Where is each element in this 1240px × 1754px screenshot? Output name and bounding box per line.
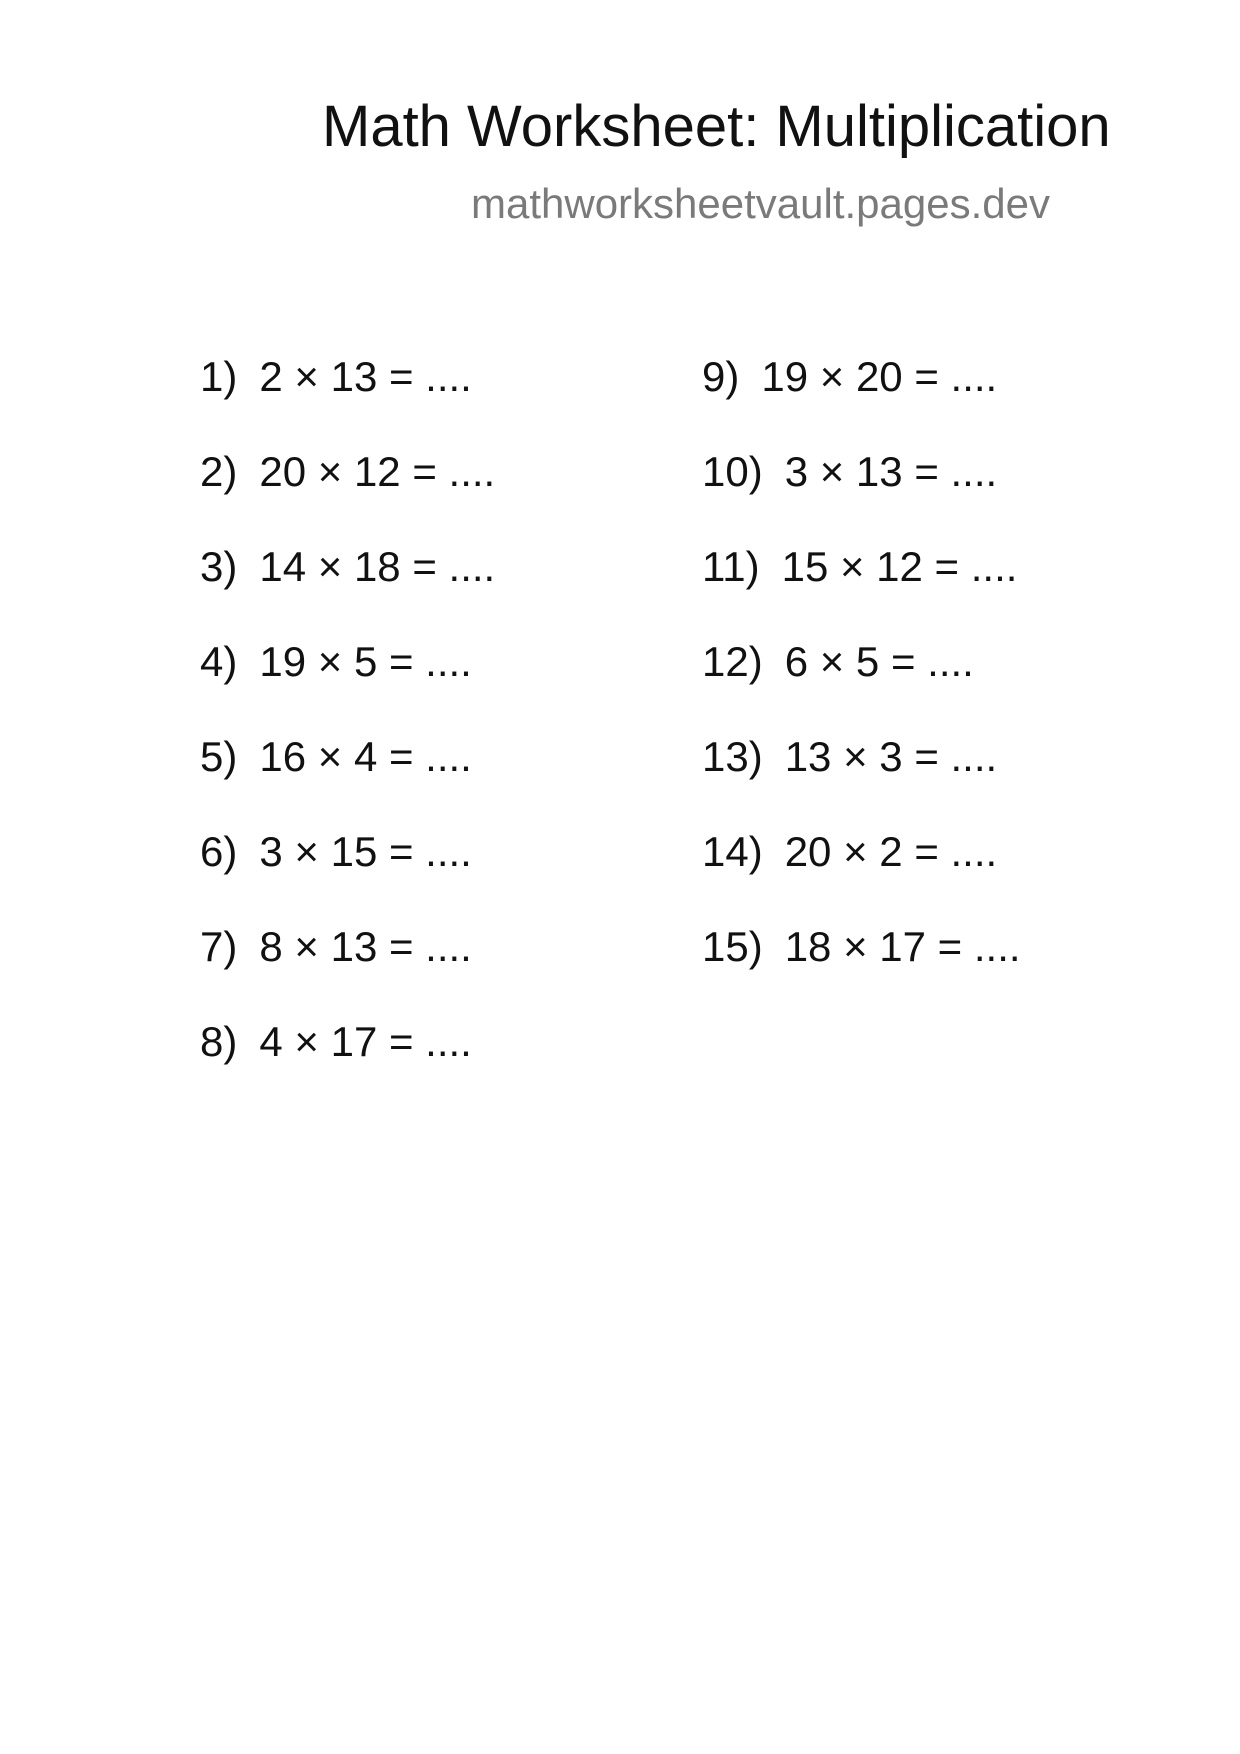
problem-expression: 6 × 5 = ....	[784, 638, 974, 685]
problem-item	[200, 1018, 495, 1113]
problem-item	[200, 353, 495, 448]
problem-number: 15)	[702, 923, 763, 970]
problem-expression: 20 × 2 = ....	[784, 828, 998, 875]
problem-expression: 18 × 17 = ....	[784, 923, 1021, 970]
problem-item	[200, 543, 495, 638]
problem-item	[200, 828, 495, 923]
problem-expression: 13 × 3 = ....	[784, 733, 998, 780]
problem-number: 9)	[702, 353, 740, 400]
problem-expression: 2 × 13 = ....	[259, 353, 472, 400]
problem-number: 11)	[702, 543, 760, 590]
problems-column-right	[702, 353, 1021, 1018]
problem-item	[702, 733, 1021, 828]
problem-number: 14)	[702, 828, 763, 875]
problem-expression: 19 × 5 = ....	[259, 638, 472, 685]
problem-number: 6)	[200, 828, 238, 875]
problem-number: 13)	[702, 733, 763, 780]
problem-expression: 19 × 20 = ....	[761, 353, 998, 400]
problem-number: 3)	[200, 543, 238, 590]
problem-expression: 16 × 4 = ....	[259, 733, 472, 780]
problem-item	[702, 923, 1021, 1018]
problem-expression: 3 × 15 = ....	[259, 828, 472, 875]
problem-number: 10)	[702, 448, 763, 495]
problem-item	[200, 638, 495, 733]
problem-item	[702, 353, 1021, 448]
worksheet-source-url: mathworksheetvault.pages.dev	[471, 180, 1050, 227]
problem-number: 4)	[200, 638, 238, 685]
problem-number: 12)	[702, 638, 763, 685]
problem-expression: 8 × 13 = ....	[259, 923, 472, 970]
problem-expression: 15 × 12 = ....	[781, 543, 1018, 590]
problem-number: 8)	[200, 1018, 238, 1065]
problem-item	[200, 923, 495, 1018]
problem-number: 5)	[200, 733, 238, 780]
problem-expression: 14 × 18 = ....	[259, 543, 496, 590]
problems-column-left	[200, 353, 495, 1113]
problem-number: 2)	[200, 448, 238, 495]
problem-item	[702, 638, 1021, 733]
problem-number: 7)	[200, 923, 238, 970]
problem-number: 1)	[200, 353, 238, 400]
problem-item	[702, 448, 1021, 543]
problem-expression: 4 × 17 = ....	[259, 1018, 472, 1065]
problem-expression: 20 × 12 = ....	[259, 448, 496, 495]
worksheet-title: Math Worksheet: Multiplication	[322, 94, 1111, 159]
problem-expression: 3 × 13 = ....	[784, 448, 998, 495]
problem-item	[200, 733, 495, 828]
problem-item	[702, 828, 1021, 923]
problem-item	[702, 543, 1021, 638]
problem-item	[200, 448, 495, 543]
